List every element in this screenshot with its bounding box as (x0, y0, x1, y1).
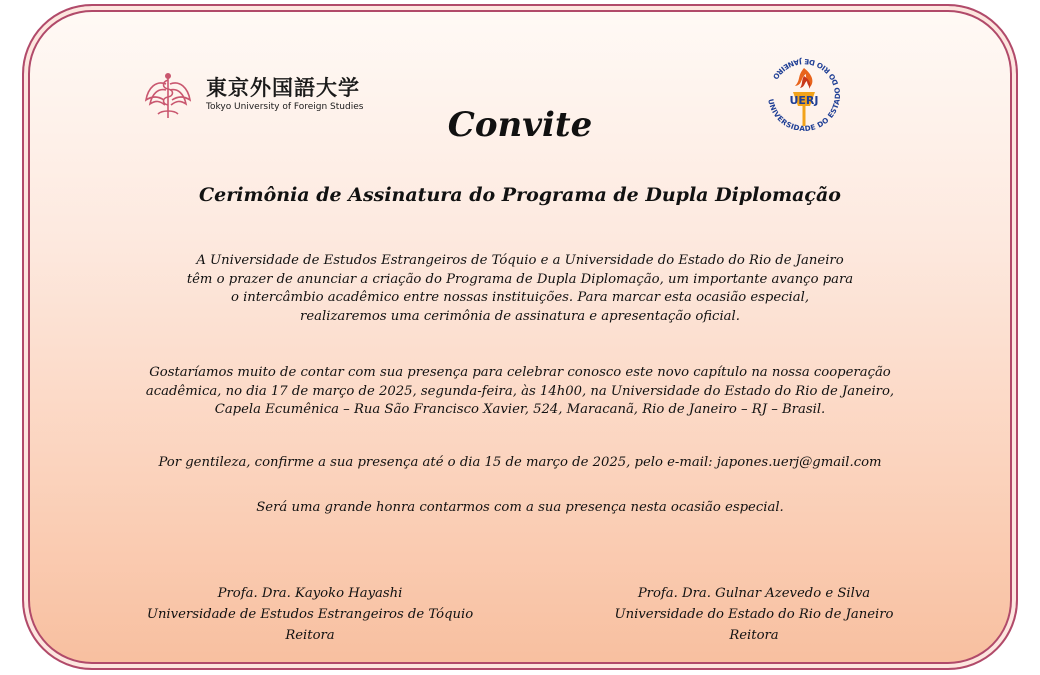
signatory-role: Reitora (729, 628, 779, 643)
closing-text: Será uma grande honra contarmos com a sua presença nesta ocasião especial. (256, 500, 784, 515)
paragraph-line: Gostaríamos muito de contar com sua presença para celebrar conosco este novo capítulo na nossa cooperação (149, 365, 891, 380)
paragraph-line: A Universidade de Estudos Estrangeiros de Tóquio e a Universidade do Estado do Rio de Janeiro (196, 253, 844, 268)
paragraph-line: realizaremos uma cerimônia de assinatura e apresentação oficial. (300, 308, 740, 324)
signatory-name: Profa. Dra. Kayoko Hayashi (217, 586, 403, 601)
signatory-role: Reitora (285, 628, 335, 643)
paragraph-line: Capela Ecumênica – Rua São Francisco Xavier, 524, Maracanã, Rio de Janeiro – RJ – Brasil. (214, 402, 826, 417)
invitation-subtitle: Cerimônia de Assinatura do Programa de Dupla Diplomação (199, 184, 841, 206)
signature-block-uerj (564, 583, 944, 646)
signatory-name: Profa. Dra. Gulnar Azevedo e Silva (637, 586, 871, 601)
signatory-institution: Universidade de Estudos Estrangeiros de Tóquio (146, 607, 474, 622)
paragraph-line: acadêmica, no dia 17 de março de 2025, segunda-feira, às 14h00, na Universidade do Estado do Rio de Janeiro, (145, 383, 895, 399)
announcement-paragraph (24, 252, 1016, 326)
uerj-ring-text: UNIVERSIDADE DO ESTADO DO RIO DE JANEIRO (766, 56, 843, 134)
tufs-name-japanese: 東京外国語大学 (206, 76, 360, 100)
invitation-card (22, 4, 1018, 670)
tufs-name-english: Tokyo University of Foreign Studies (206, 102, 364, 112)
rsvp-text: Por gentileza, confirme a sua presença até o dia 15 de março de 2025, pelo e-mail: japones.uerj@gmail.com (158, 455, 882, 470)
event-details-paragraph (24, 364, 1016, 420)
paragraph-line: têm o prazer de anunciar a criação do Programa de Dupla Diplomação, um importante avanço para (186, 271, 854, 287)
signature-block-tufs (120, 583, 500, 646)
paragraph-line: o intercâmbio acadêmico entre nossas instituições. Para marcar esta ocasião especial, (230, 290, 810, 305)
invitation-title: Convite (447, 105, 593, 145)
signatory-institution: Universidade do Estado do Rio de Janeiro (614, 607, 894, 622)
uerj-acronym: UERJ (789, 94, 819, 107)
